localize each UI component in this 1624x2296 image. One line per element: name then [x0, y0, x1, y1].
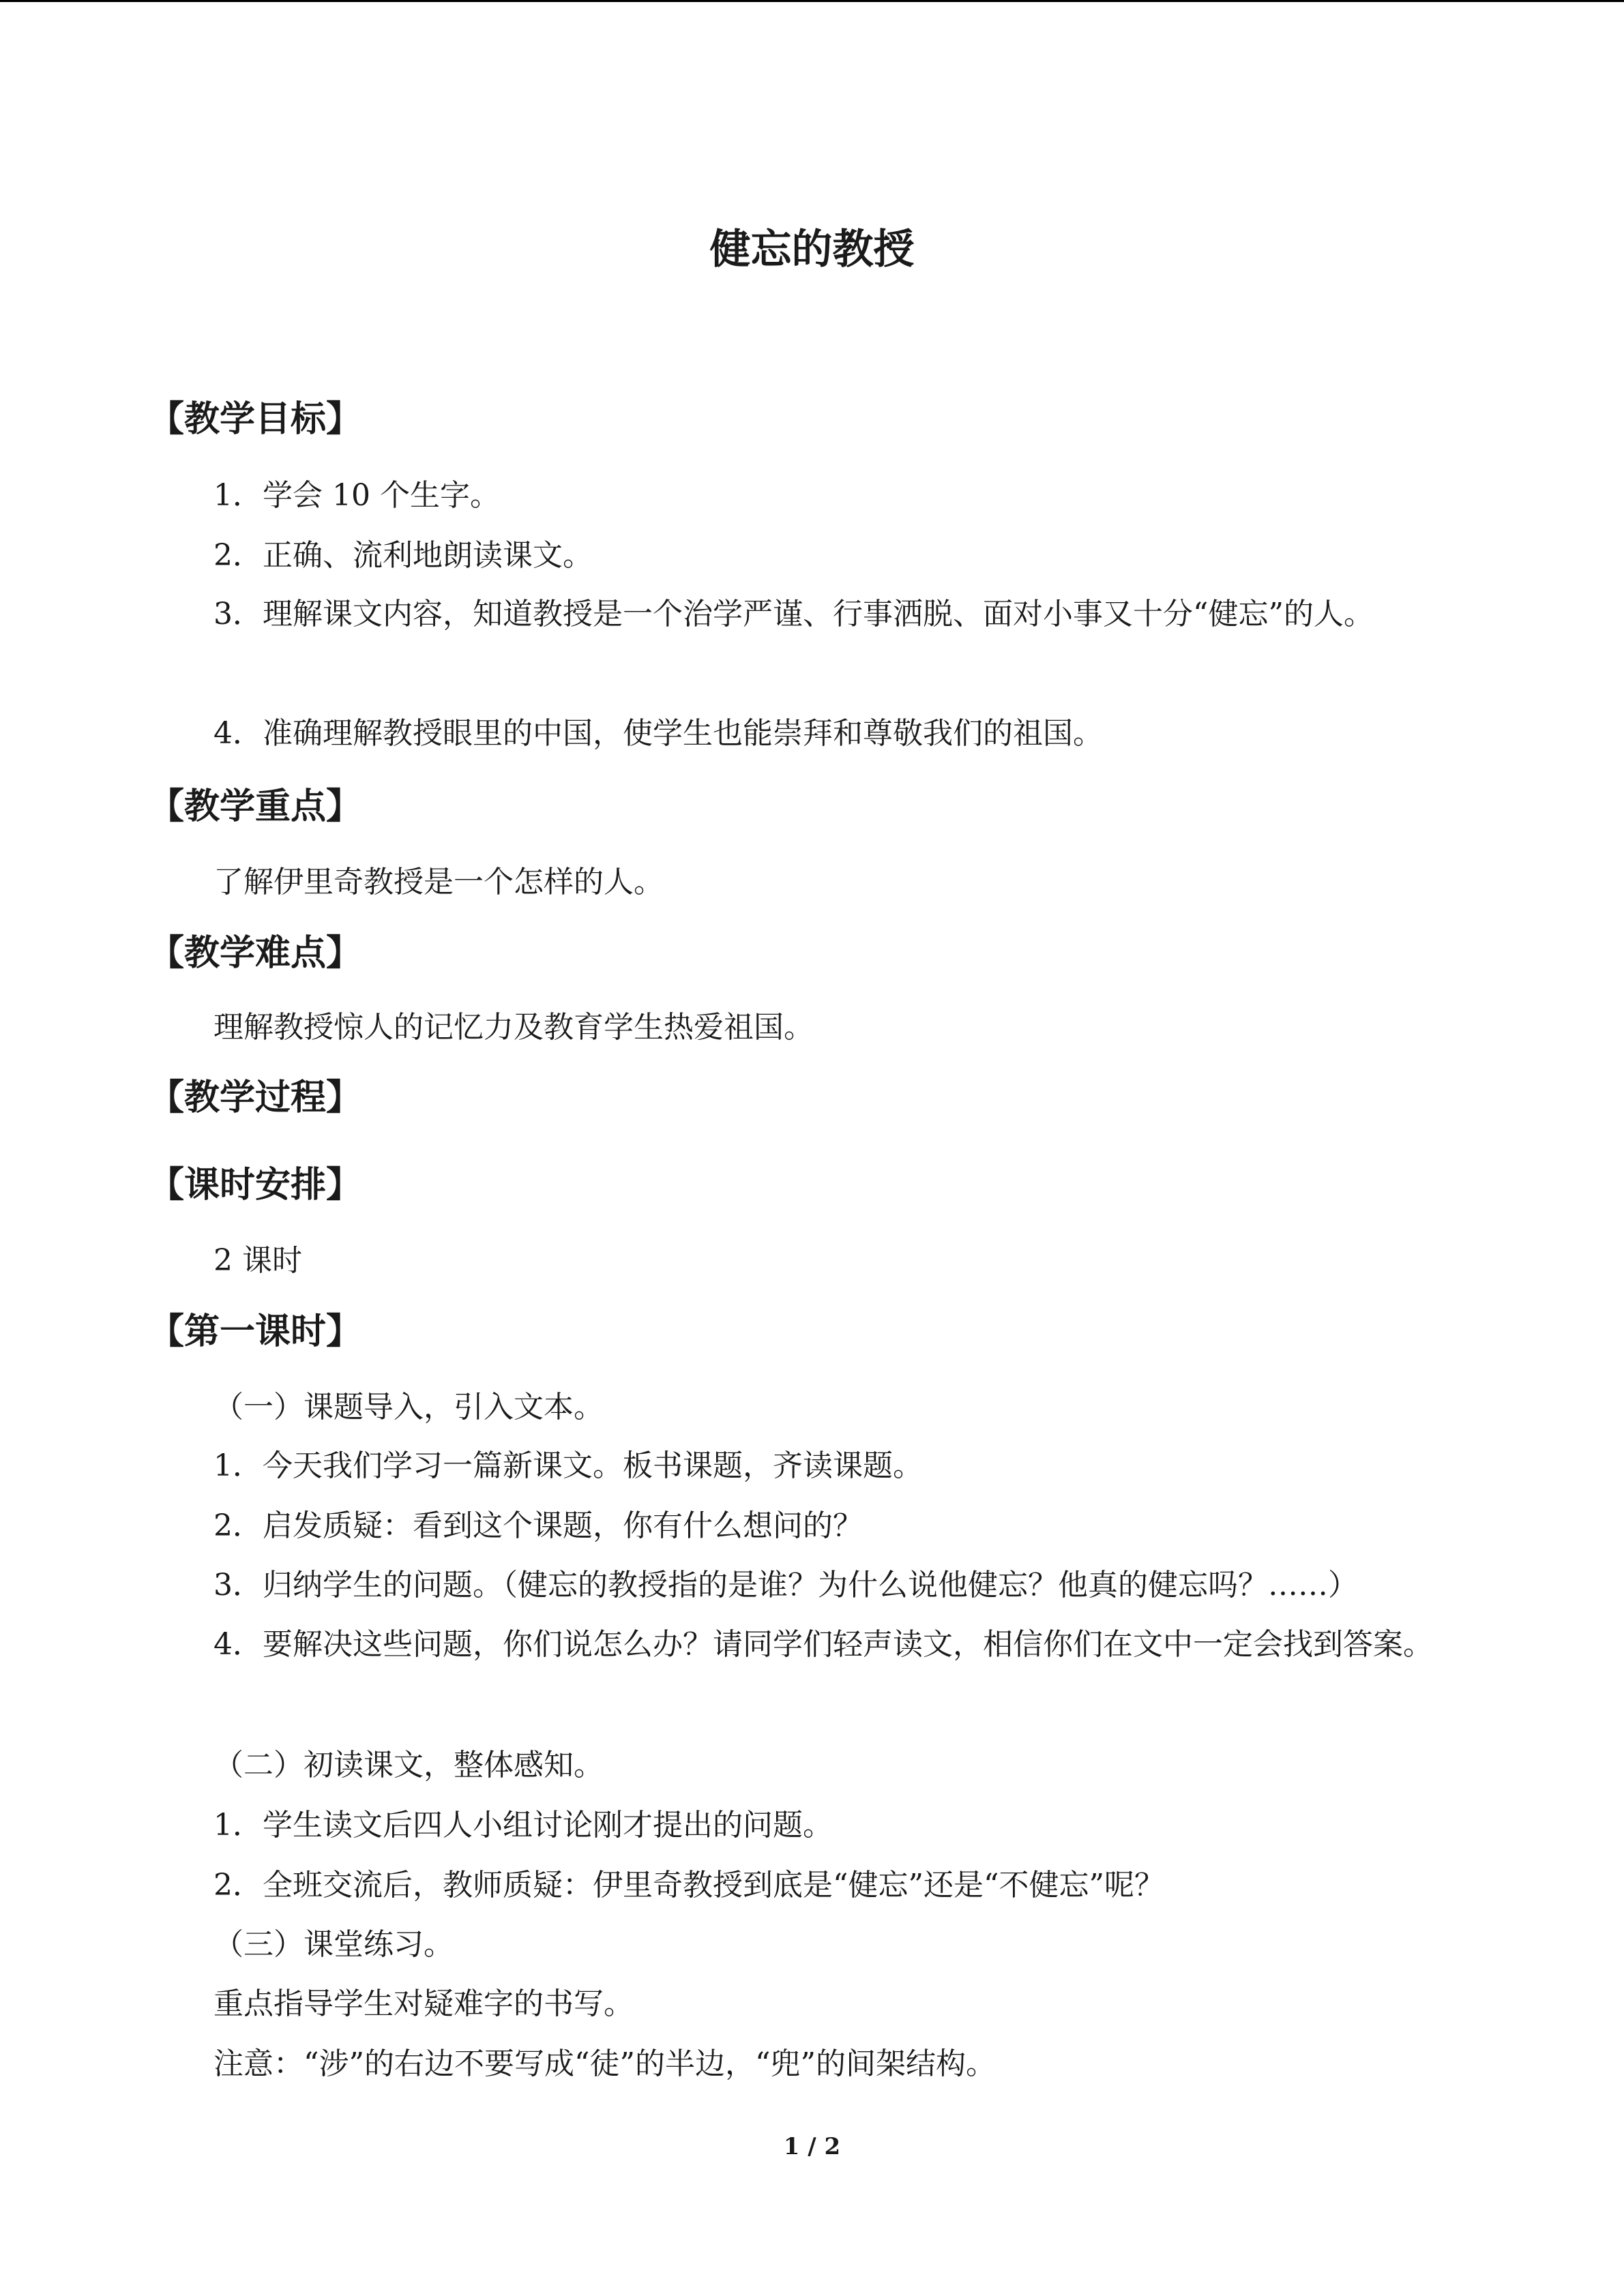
schedule-text: 2 课时	[213, 1243, 302, 1278]
lesson1-line: 4．要解决这些问题，你们说怎么办？请同学们轻声读文，相信你们在文中一定会找到答案。	[213, 1627, 1433, 1662]
lesson1-line: 重点指导学生对疑难字的书写。	[213, 1986, 634, 2021]
goal-item-1: 1．学会 10 个生字。	[213, 478, 500, 513]
page-title: 健忘的教授	[709, 226, 915, 273]
lesson1-line: 2．启发质疑：看到这个课题，你有什么想问的？	[213, 1508, 863, 1543]
goal-item-3: 3．理解课文内容，知道教授是一个治学严谨、行事洒脱、面对小事又十分“健忘”的人。	[213, 597, 1374, 631]
lesson1-line: （二）初读课文，整体感知。	[213, 1748, 604, 1783]
heading-key-points: 【教学重点】	[149, 786, 362, 827]
lesson1-line: 3．归纳学生的问题。（健忘的教授指的是谁？为什么说他健忘？他真的健忘吗？……）	[213, 1568, 1358, 1602]
lesson1-line: 1．学生读文后四人小组讨论刚才提出的问题。	[213, 1808, 833, 1843]
heading-lesson1: 【第一课时】	[149, 1311, 362, 1352]
heading-process: 【教学过程】	[149, 1077, 362, 1118]
lesson1-line: （一）课题导入，引入文本。	[213, 1390, 604, 1425]
lesson1-line: （三）课堂练习。	[213, 1927, 454, 1962]
page-number: 1 / 2	[783, 2133, 841, 2160]
heading-goals: 【教学目标】	[149, 399, 362, 440]
lesson1-line: 1．今天我们学习一篇新课文。板书课题，齐读课题。	[213, 1448, 923, 1483]
lesson1-line: 2．全班交流后，教师质疑：伊里奇教授到底是“健忘”还是“不健忘”呢？	[213, 1868, 1164, 1903]
difficulties-text: 理解教授惊人的记忆力及教育学生热爱祖国。	[213, 1010, 814, 1045]
heading-difficulties: 【教学难点】	[149, 933, 362, 974]
goal-item-2: 2．正确、流利地朗读课文。	[213, 538, 593, 573]
goal-item-4: 4．准确理解教授眼里的中国，使学生也能崇拜和尊敬我们的祖国。	[213, 716, 1103, 751]
lesson1-line: 注意：“涉”的右边不要写成“徒”的半边，“兜”的间架结构。	[213, 2046, 996, 2081]
heading-schedule: 【课时安排】	[149, 1165, 362, 1206]
key-points-text: 了解伊里奇教授是一个怎样的人。	[213, 865, 664, 899]
